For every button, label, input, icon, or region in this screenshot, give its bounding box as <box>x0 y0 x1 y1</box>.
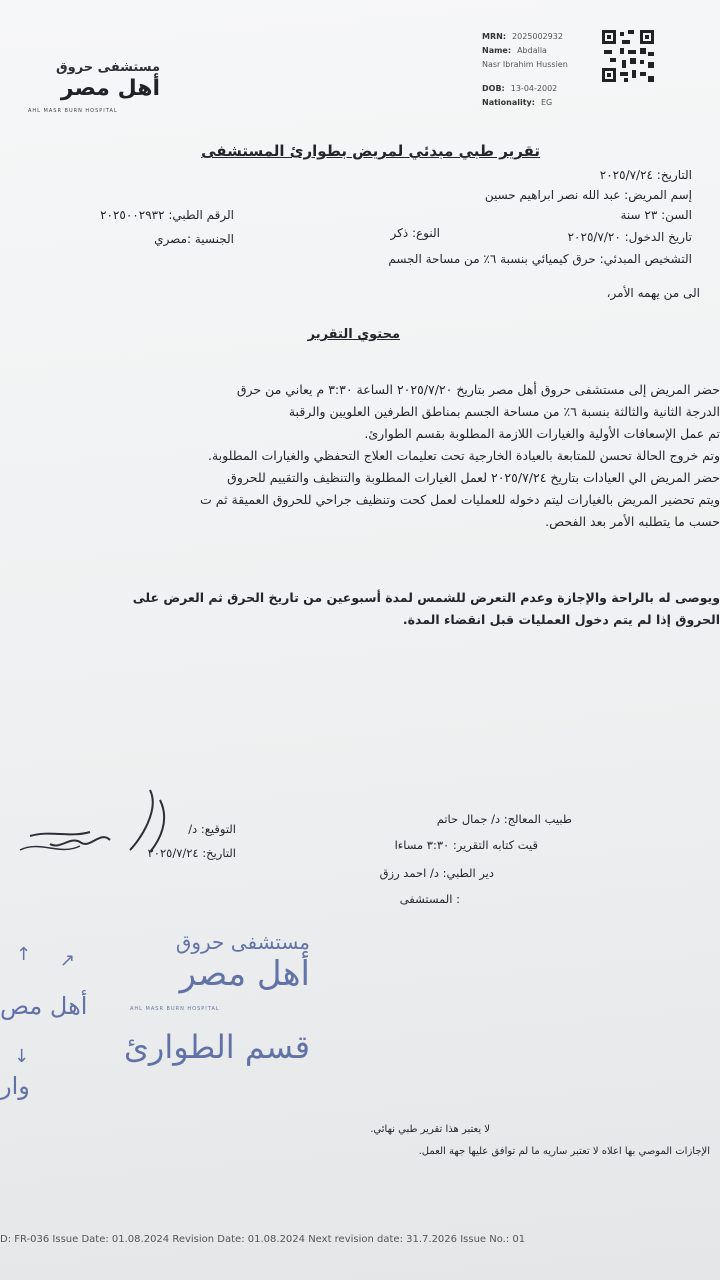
stamp-side2: وار <box>0 1072 30 1100</box>
qr-code-icon <box>600 28 656 84</box>
body-line-4: وتم خروج الحالة تحسن للمتابعة بالعيادة الخارجية تحت تعليمات العلاج التحفظي والغيارات المطلوبة. <box>207 448 720 463</box>
stamp-tagline: AHL MASR BURN HOSPITAL <box>130 1006 220 1012</box>
body-line-2: الدرجة الثانية والثالثة بنسبة ٦٪ من مساحة الجسم بمناطق الطرفين العلويين والرقبة <box>288 404 720 419</box>
to-whom-line: الى من يهمه الأمر، <box>606 286 700 300</box>
recommendation-line-1: ويوصى له بالراحة والإجازة وعدم التعرض للشمس لمدة أسبوعين من تاريخ الحرق ثم العرض على <box>132 590 720 605</box>
stamp-arrow-icon: ↓ <box>14 1046 30 1067</box>
stamp-arrow-icon: ↗ <box>60 950 76 971</box>
sticker-mrn: MRN: 2025002932 <box>482 32 563 41</box>
sticker-name: Name: Abdalla <box>482 46 547 55</box>
patient-age: السن: ٢٣ سنة <box>620 208 692 222</box>
patient-nationality: الجنسية :مصري <box>154 232 234 246</box>
recommendation-line-2: الحروق إذا لم يتم دخول العمليات قبل انقضاء المدة. <box>402 612 720 627</box>
handwritten-signature-icon <box>10 780 190 870</box>
footer-note-1: لا يعتبر هذا تقرير طبي نهائي. <box>370 1124 490 1135</box>
report-title: تقرير طبي مبدئي لمريض بطوارئ المستشفى <box>201 142 540 160</box>
signature-label: التوقيع: د/ <box>188 822 236 836</box>
body-line-1: حضر المريض إلى مستشفى حروق أهل مصر بتاريخ ٢٠٢٥/٧/٢٠ الساعة ٣:٣٠ م يعاني من حرق <box>236 382 720 397</box>
patient-gender: النوع: ذكر <box>390 226 440 240</box>
logo-line1: مستشفى حروق <box>55 60 160 75</box>
medical-director: دير الطبي: د/ احمد رزق <box>379 866 494 880</box>
treating-doctor: طبيب المعالج: د/ جمال حاتم <box>436 812 572 826</box>
body-line-6: ويتم تحضير المريض بالغيارات ليتم دخوله للعمليات لعمل كحت وتنظيف جراحي للحروق العميقة ثم ت <box>200 492 720 507</box>
body-line-7: حسب ما يتطلبه الأمر بعد الفحص. <box>545 514 720 529</box>
emergency-stamp <box>0 930 340 1130</box>
hospital-logo <box>20 60 160 120</box>
content-title: محتوي التقرير <box>307 327 400 342</box>
initial-diagnosis: التشخيص المبدئي: حرق كيميائي بنسبة ٦٪ من مساحة الجسم <box>388 252 692 266</box>
footer-note-2: الإجازات الموصي بها اعلاه لا تعتبر ساريه ما لم توافق عليها جهة العمل. <box>418 1146 710 1157</box>
stamp-line1: مستشفى حروق <box>175 930 310 954</box>
report-date: التاريخ: ٢٠٢٥/٧/٢٤ <box>599 168 692 182</box>
patient-sticker <box>476 24 720 110</box>
sticker-name-rest: Nasr Ibrahim Hussien <box>482 60 568 69</box>
logo-tagline: AHL MASR BURN HOSPITAL <box>28 108 118 114</box>
report-time: قيت كتابه التقرير: ٣:٣٠ مساءا <box>394 838 538 852</box>
hospital-label: : المستشفى <box>399 892 460 906</box>
stamp-line2: أهل مصر <box>179 954 310 994</box>
medical-number: الرقم الطبي: ٢٠٢٥٠٠٢٩٣٢ <box>100 208 234 222</box>
patient-name: إسم المريض: عبد الله نصر ابراهيم حسين <box>484 188 692 202</box>
stamp-side1: أهل مص <box>0 992 88 1020</box>
signature-date: التاريخ: ٢٠٢٥/٧/٢٤ <box>147 846 236 860</box>
stamp-arrow-icon: ↑ <box>16 944 32 965</box>
sticker-dob: DOB: 13-04-2002 <box>482 84 558 93</box>
logo-line2: أهل مصر <box>60 76 160 101</box>
body-line-3: تم عمل الإسعافات الأولية والغيارات اللازمة المطلوبة بقسم الطوارئ. <box>364 426 720 441</box>
sticker-nationality: Nationality: EG <box>482 98 553 107</box>
admission-date: تاريخ الدخول: ٢٠٢٥/٧/٢٠ <box>567 230 692 244</box>
document-control-footer: D: FR-036 Issue Date: 01.08.2024 Revision Date: 01.08.2024 Next revision date: 31.7.2026 Issue No.: 01 <box>0 1234 526 1245</box>
stamp-line3: قسم الطوارئ <box>123 1028 310 1066</box>
body-line-5: حضر المريض الي العيادات بتاريخ ٢٠٢٥/٧/٢٤ لعمل الغيارات المطلوبة والتنظيف والتقييم للحروق <box>227 470 720 485</box>
